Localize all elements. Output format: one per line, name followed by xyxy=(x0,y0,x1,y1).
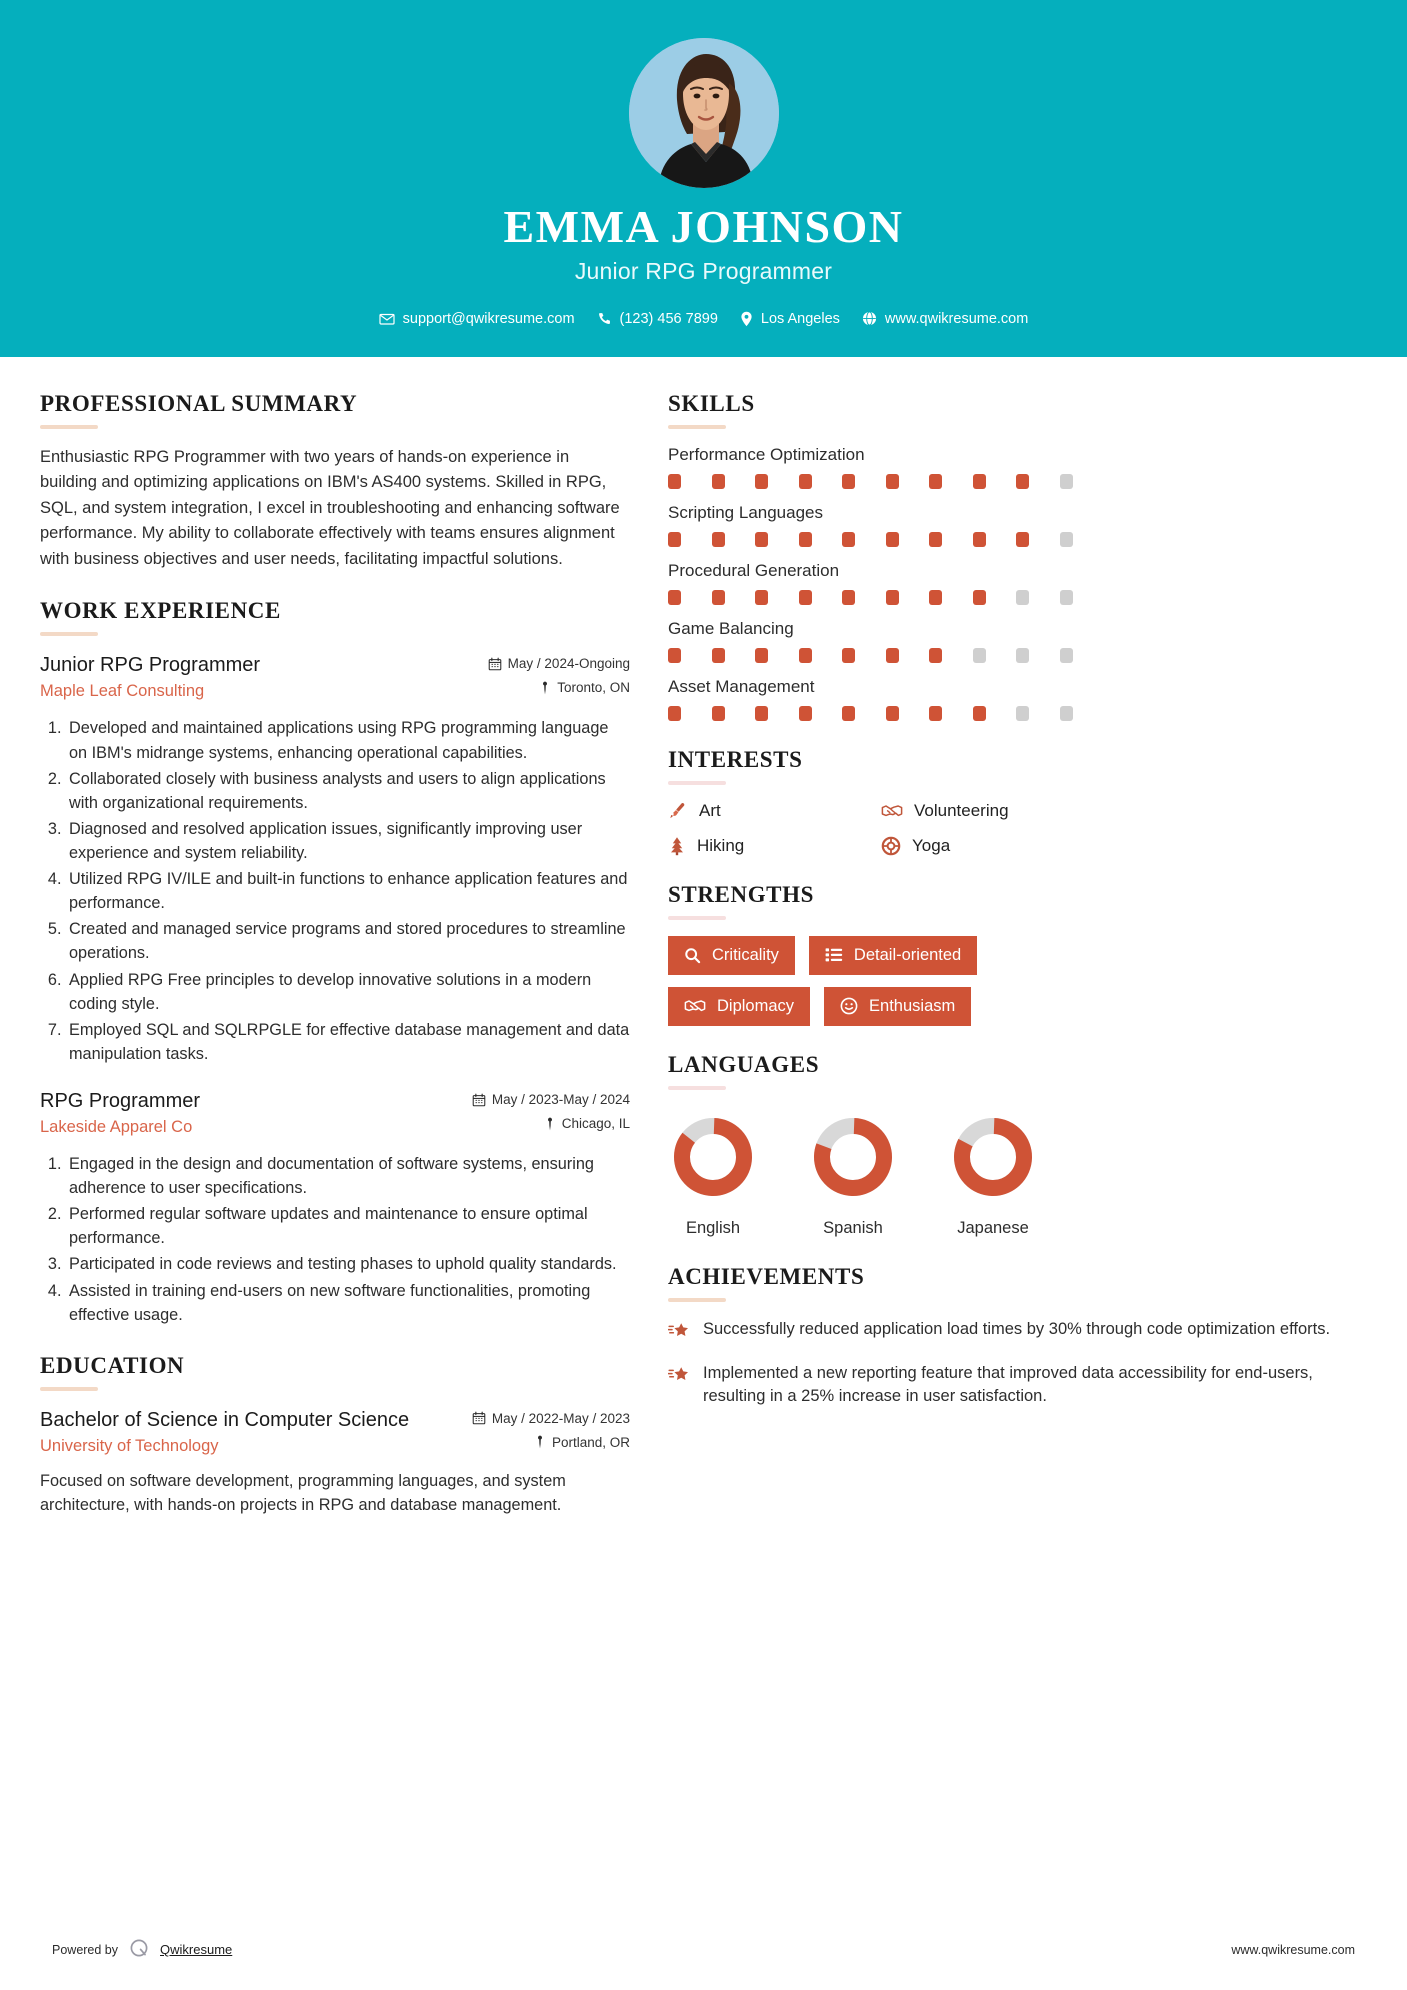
interests-heading: INTERESTS xyxy=(668,746,803,772)
education-school: University of Technology xyxy=(40,1436,219,1455)
pine-tree-icon xyxy=(668,836,686,856)
interest-item xyxy=(668,801,873,821)
skill-dot-filled xyxy=(886,532,899,547)
experience-dates xyxy=(488,656,630,671)
experience-location xyxy=(472,1116,630,1131)
contact-email-text: support@qwikresume.com xyxy=(402,310,575,327)
experience-dates-text: May / 2024-Ongoing xyxy=(507,656,630,672)
languages-list xyxy=(668,1106,1367,1238)
section-strengths xyxy=(668,882,1367,1026)
section-divider xyxy=(668,1298,726,1302)
language-label: Spanish xyxy=(823,1218,883,1237)
footer-branding xyxy=(52,1937,232,1962)
skill-dot-filled xyxy=(712,648,725,663)
skill-item xyxy=(668,445,1367,489)
education-degree: Bachelor of Science in Computer Science xyxy=(40,1408,410,1431)
smiley-icon xyxy=(840,997,858,1015)
contact-phone-text: (123) 456 7899 xyxy=(619,310,718,327)
experience-dates xyxy=(472,1092,630,1107)
education-item xyxy=(40,1407,630,1517)
section-work-experience xyxy=(40,598,630,1326)
job-title-subtitle: Junior RPG Programmer xyxy=(574,257,833,284)
skill-dot-filled xyxy=(929,474,942,489)
education-location-text: Portland, OR xyxy=(551,1434,630,1450)
skill-item xyxy=(668,561,1367,605)
experience-bullets xyxy=(40,716,630,1066)
qwikresume-link[interactable]: Qwikresume xyxy=(160,1942,233,1957)
experience-location-text: Chicago, IL xyxy=(561,1116,630,1132)
language-item xyxy=(668,1112,758,1238)
handshake-icon xyxy=(881,801,903,821)
experience-item-header xyxy=(40,652,630,704)
skill-rating xyxy=(668,590,1073,605)
section-languages xyxy=(668,1052,1367,1238)
interests-list xyxy=(668,801,1367,856)
education-dates xyxy=(472,1411,630,1426)
skill-dot-filled xyxy=(929,648,942,663)
language-label: Japanese xyxy=(957,1218,1029,1237)
skill-rating xyxy=(668,532,1073,547)
skill-name: Game Balancing xyxy=(668,618,794,638)
achievement-item xyxy=(668,1362,1367,1409)
map-pin-icon xyxy=(534,1435,546,1449)
strengths-row xyxy=(668,936,1367,975)
skill-dot-filled xyxy=(842,532,855,547)
skill-dot-filled xyxy=(929,706,942,721)
skill-dot-empty xyxy=(1060,474,1073,489)
envelope-icon xyxy=(379,311,395,327)
interest-item xyxy=(881,836,1367,856)
experience-item xyxy=(40,1088,630,1327)
globe-icon xyxy=(862,311,877,326)
avatar-photo-icon xyxy=(629,38,779,188)
skill-name: Asset Management xyxy=(668,676,815,696)
skill-name: Scripting Languages xyxy=(668,502,824,522)
location-pin-icon xyxy=(740,311,753,327)
experience-bullet: 4. Utilized RPG IV/ILE and built-in functions to enhance application features and performance. xyxy=(66,867,630,915)
achievements-list xyxy=(668,1318,1367,1409)
strengths-row xyxy=(668,987,1367,1026)
page-title: EMMA JOHNSON xyxy=(503,201,904,252)
interest-label: Art xyxy=(699,800,721,820)
language-item xyxy=(948,1112,1038,1238)
experience-role: RPG Programmer xyxy=(40,1090,201,1113)
skill-dot-filled xyxy=(886,590,899,605)
skill-dot-filled xyxy=(712,474,725,489)
star-badge-icon xyxy=(668,1318,690,1346)
strength-chip xyxy=(809,936,977,975)
section-achievements xyxy=(668,1264,1367,1409)
strength-chip xyxy=(668,987,810,1026)
strength-label: Detail-oriented xyxy=(853,945,962,964)
left-column xyxy=(40,391,630,1543)
skill-dot-empty xyxy=(1060,532,1073,547)
skill-dot-filled xyxy=(755,648,768,663)
education-item-meta xyxy=(472,1407,630,1459)
skill-rating xyxy=(668,648,1073,663)
calendar-icon xyxy=(472,1093,486,1107)
experience-item-titles xyxy=(40,1088,458,1137)
experience-bullet: 3. Diagnosed and resolved application issues, significantly improving user experience and system reliability. xyxy=(66,817,630,865)
section-education xyxy=(40,1353,630,1517)
section-divider xyxy=(668,781,726,785)
experience-bullet: 5. Created and managed service programs and stored procedures to streamline operations. xyxy=(66,917,630,965)
section-divider xyxy=(40,632,98,636)
skill-dot-filled xyxy=(973,474,986,489)
strength-label: Criticality xyxy=(712,945,779,964)
experience-company: Maple Leaf Consulting xyxy=(40,682,205,701)
skill-name: Procedural Generation xyxy=(668,560,840,580)
skill-dot-filled xyxy=(755,706,768,721)
language-donut-chart xyxy=(948,1112,1038,1202)
skill-dot-filled xyxy=(668,474,681,489)
star-badge-icon xyxy=(668,1362,690,1390)
strength-label: Enthusiasm xyxy=(869,996,956,1015)
achievements-heading: ACHIEVEMENTS xyxy=(668,1263,865,1289)
skill-dot-filled xyxy=(668,706,681,721)
resume-header xyxy=(0,0,1407,357)
map-pin-icon xyxy=(544,1117,556,1131)
experience-bullet: 2. Collaborated closely with business analysts and users to align applications with organizational requirements. xyxy=(66,767,630,815)
handshake-icon xyxy=(684,997,706,1015)
skill-dot-filled xyxy=(712,532,725,547)
skill-dot-filled xyxy=(886,648,899,663)
section-skills xyxy=(668,391,1367,721)
skill-rating xyxy=(668,706,1073,721)
experience-role: Junior RPG Programmer xyxy=(40,654,261,677)
contact-email[interactable] xyxy=(373,311,581,327)
skill-dot-filled xyxy=(929,590,942,605)
strength-chip xyxy=(668,936,795,975)
lifebuoy-icon xyxy=(881,836,901,856)
experience-bullet: 1. Engaged in the design and documentation of software systems, ensuring adherence to user specifications. xyxy=(66,1152,630,1200)
experience-bullet: 7. Employed SQL and SQLRPGLE for effective database management and data manipulation tasks. xyxy=(66,1018,630,1066)
skill-item xyxy=(668,677,1367,721)
skill-dot-filled xyxy=(799,474,812,489)
search-icon xyxy=(684,947,701,964)
skill-dot-empty xyxy=(1060,706,1073,721)
skill-dot-filled xyxy=(755,474,768,489)
calendar-icon xyxy=(472,1411,486,1425)
skill-dot-filled xyxy=(712,590,725,605)
education-dates-text: May / 2022-May / 2023 xyxy=(491,1410,630,1426)
achievement-text: Implemented a new reporting feature that improved data accessibility for end-users, resulting in a 25% increase in user satisfaction. xyxy=(703,1363,1313,1406)
education-list xyxy=(40,1407,630,1517)
strength-label: Diplomacy xyxy=(717,996,795,1015)
qwikresume-logo-icon xyxy=(128,1937,150,1962)
languages-heading: LANGUAGES xyxy=(668,1051,820,1077)
paintbrush-icon xyxy=(668,801,688,821)
interest-label: Volunteering xyxy=(914,800,1009,820)
skill-rating xyxy=(668,474,1073,489)
strengths-heading: STRENGTHS xyxy=(668,881,815,907)
skill-dot-filled xyxy=(668,590,681,605)
interest-item xyxy=(668,836,873,856)
experience-bullet: 1. Developed and maintained applications using RPG programming language on IBM's midrange systems, enhancing operational capabilities. xyxy=(66,716,630,764)
education-description: Focused on software development, programming languages, and system architecture, with hands-on projects in RPG and database management. xyxy=(40,1471,566,1514)
experience-location-text: Toronto, ON xyxy=(557,680,630,696)
experience-item-header xyxy=(40,1088,630,1140)
contact-website[interactable] xyxy=(856,311,1034,327)
map-pin-icon xyxy=(539,681,551,695)
experience-dates-text: May / 2023-May / 2024 xyxy=(491,1092,630,1108)
interest-item xyxy=(881,801,1367,821)
calendar-icon xyxy=(488,657,502,671)
education-item-titles xyxy=(40,1407,458,1456)
contact-location-text: Los Angeles xyxy=(760,310,840,327)
interest-label: Yoga xyxy=(912,835,951,855)
skill-dot-filled xyxy=(973,590,986,605)
language-donut-chart xyxy=(668,1112,758,1202)
contact-phone[interactable] xyxy=(591,311,724,327)
skill-dot-filled xyxy=(712,706,725,721)
footer-website[interactable]: www.qwikresume.com xyxy=(1231,1942,1355,1957)
skill-dot-filled xyxy=(842,706,855,721)
education-location xyxy=(472,1435,630,1450)
experience-heading: WORK EXPERIENCE xyxy=(40,598,281,624)
skill-dot-filled xyxy=(755,532,768,547)
language-label: English xyxy=(685,1218,741,1237)
experience-bullet: 4. Assisted in training end-users on new software functionalities, promoting effective usage. xyxy=(66,1279,630,1327)
skills-heading: SKILLS xyxy=(668,390,755,416)
section-divider xyxy=(40,1387,98,1391)
experience-bullets xyxy=(40,1152,630,1327)
contact-website-text: www.qwikresume.com xyxy=(884,310,1029,327)
language-item xyxy=(808,1112,898,1238)
experience-item xyxy=(40,652,630,1066)
section-interests xyxy=(668,747,1367,856)
skill-dot-filled xyxy=(1016,474,1029,489)
contact-location xyxy=(734,311,846,327)
experience-bullet: 3. Participated in code reviews and testing phases to uphold quality standards. xyxy=(66,1252,630,1276)
skill-dot-filled xyxy=(842,474,855,489)
skill-dot-filled xyxy=(799,706,812,721)
list-icon xyxy=(825,947,843,963)
interest-label: Hiking xyxy=(697,835,745,855)
education-item-header xyxy=(40,1407,630,1459)
skill-dot-empty xyxy=(1016,590,1029,605)
skill-dot-filled xyxy=(929,532,942,547)
experience-item-meta xyxy=(488,652,630,704)
skill-dot-filled xyxy=(799,590,812,605)
skill-dot-empty xyxy=(1016,648,1029,663)
skill-dot-filled xyxy=(799,532,812,547)
skill-item xyxy=(668,503,1367,547)
skill-item xyxy=(668,619,1367,663)
section-divider xyxy=(668,916,726,920)
section-professional-summary xyxy=(40,391,630,573)
right-column xyxy=(668,391,1367,1435)
skill-dot-empty xyxy=(973,648,986,663)
achievement-item xyxy=(668,1318,1367,1346)
experience-location xyxy=(488,680,630,695)
skill-dot-filled xyxy=(668,532,681,547)
skill-dot-filled xyxy=(886,706,899,721)
contact-row xyxy=(0,311,1407,327)
summary-heading: PROFESSIONAL SUMMARY xyxy=(40,390,358,416)
strengths-list xyxy=(668,936,1367,1026)
section-divider xyxy=(40,425,98,429)
powered-by-label: Powered by xyxy=(52,1942,119,1957)
experience-bullet: 2. Performed regular software updates and maintenance to ensure optimal performance. xyxy=(66,1202,630,1250)
skill-dot-filled xyxy=(842,590,855,605)
skill-name: Performance Optimization xyxy=(668,444,865,464)
skill-dot-empty xyxy=(1060,590,1073,605)
section-divider xyxy=(668,425,726,429)
skill-dot-filled xyxy=(842,648,855,663)
skills-list xyxy=(668,445,1367,721)
summary-text: Enthusiastic RPG Programmer with two years of hands-on experience in building and optimizing applications on IBM's AS400 systems. Skilled in RPG, SQL, and system integration, I excel in troubleshooting and enhancing software performance. My ability to collaborate effectively with teams ensures alignment with business objectives and user needs, facilitating impactful solutions. xyxy=(40,447,620,568)
achievement-text: Successfully reduced application load times by 30% through code optimization efforts. xyxy=(703,1319,1331,1338)
experience-company: Lakeside Apparel Co xyxy=(40,1118,193,1137)
skill-dot-filled xyxy=(799,648,812,663)
skill-dot-empty xyxy=(1016,706,1029,721)
experience-item-meta xyxy=(472,1088,630,1140)
resume-body xyxy=(0,357,1407,1543)
skill-dot-filled xyxy=(668,648,681,663)
avatar xyxy=(629,38,779,188)
skill-dot-filled xyxy=(755,590,768,605)
skill-dot-filled xyxy=(973,532,986,547)
section-divider xyxy=(668,1086,726,1090)
phone-icon xyxy=(597,311,612,326)
strength-chip xyxy=(824,987,971,1026)
skill-dot-filled xyxy=(886,474,899,489)
skill-dot-filled xyxy=(973,706,986,721)
language-donut-chart xyxy=(808,1112,898,1202)
experience-bullet: 6. Applied RPG Free principles to develop innovative solutions in a modern coding style. xyxy=(66,968,630,1016)
skill-dot-empty xyxy=(1060,648,1073,663)
skill-dot-filled xyxy=(1016,532,1029,547)
page-footer xyxy=(0,1937,1407,1962)
experience-list xyxy=(40,652,630,1326)
experience-item-titles xyxy=(40,652,474,701)
education-heading: EDUCATION xyxy=(40,1352,185,1378)
